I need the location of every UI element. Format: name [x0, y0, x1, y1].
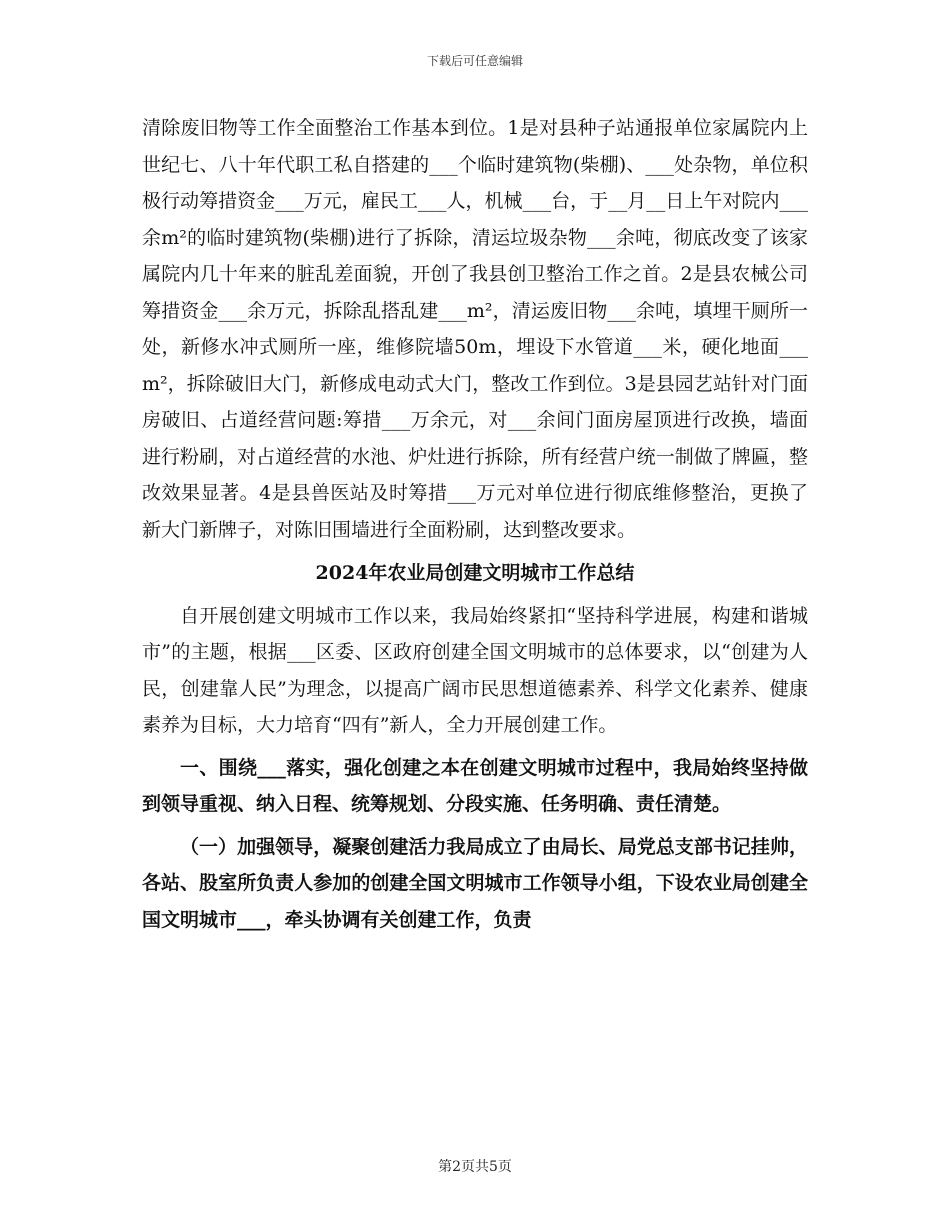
paragraph-4: （一）加强领导，凝聚创建活力我局成立了由局长、局党总支部书记挂帅，各站、股室所负责人参加的创建全国文明城市工作领导小组，下设农业局创建全国文明城市___，牵头协调有关创建工作，负责 — [142, 835, 808, 931]
page-number: 第2页共5页 — [438, 1159, 512, 1175]
paragraph-1: 清除废旧物等工作全面整治工作基本到位。1是对县种子站通报单位家属院内上世纪七、八十年代职工私自搭建的___个临时建筑物(柴棚)、___处杂物，单位积极行动筹措资金___万元，雇民工___人，机械___台，于__月__日上午对院内___余m²的临时建筑物(柴棚)进行了拆除，清运垃圾杂物___余吨，彻底改变了该家属院内几十年来的脏乱差面貌，开创了我县创卫整治工作之首。2是县农械公司筹措资金___余万元，拆除乱搭乱建___m²，清运废旧物___余吨，填埋干厕所一处，新修水冲式厕所一座，维修院墙50m，埋设下水管道___米，硬化地面___m²，拆除破旧大门，新修成电动式大门，整改工作到位。3是县园艺站针对门面房破旧、占道经营问题:筹措___万余元，对___余间门面房屋顶进行改换，墙面进行粉刷，对占道经营的水池、炉灶进行拆除，所有经营户统一制做了牌匾，整改效果显著。4是县兽医站及时筹措___万元对单位进行彻底维修整治，更换了新大门新牌子，对陈旧围墙进行全面粉刷，达到整改要求。 — [142, 117, 808, 541]
paragraph-2: 自开展创建文明城市工作以来，我局始终紧扣“坚持科学进展，构建和谐城市”的主题，根据___区委、区政府创建全国文明城市的总体要求，以“创建为人民，创建靠人民”为理念，以提高广阔市民思想道德素养、科学文化素养、健康素养为目标，大力培育“四有”新人，全力开展创建工作。 — [142, 604, 808, 736]
document-body — [142, 110, 808, 938]
section-title: 2024年农业局创建文明城市工作总结 — [315, 562, 635, 584]
header-note: 下载后可任意编辑 — [426, 54, 523, 68]
paragraph-3: 一、围绕___落实，强化创建之本在创建文明城市过程中，我局始终坚持做到领导重视、纳入日程、统筹规划、分段实施、任务明确、责任清楚。 — [142, 756, 808, 815]
